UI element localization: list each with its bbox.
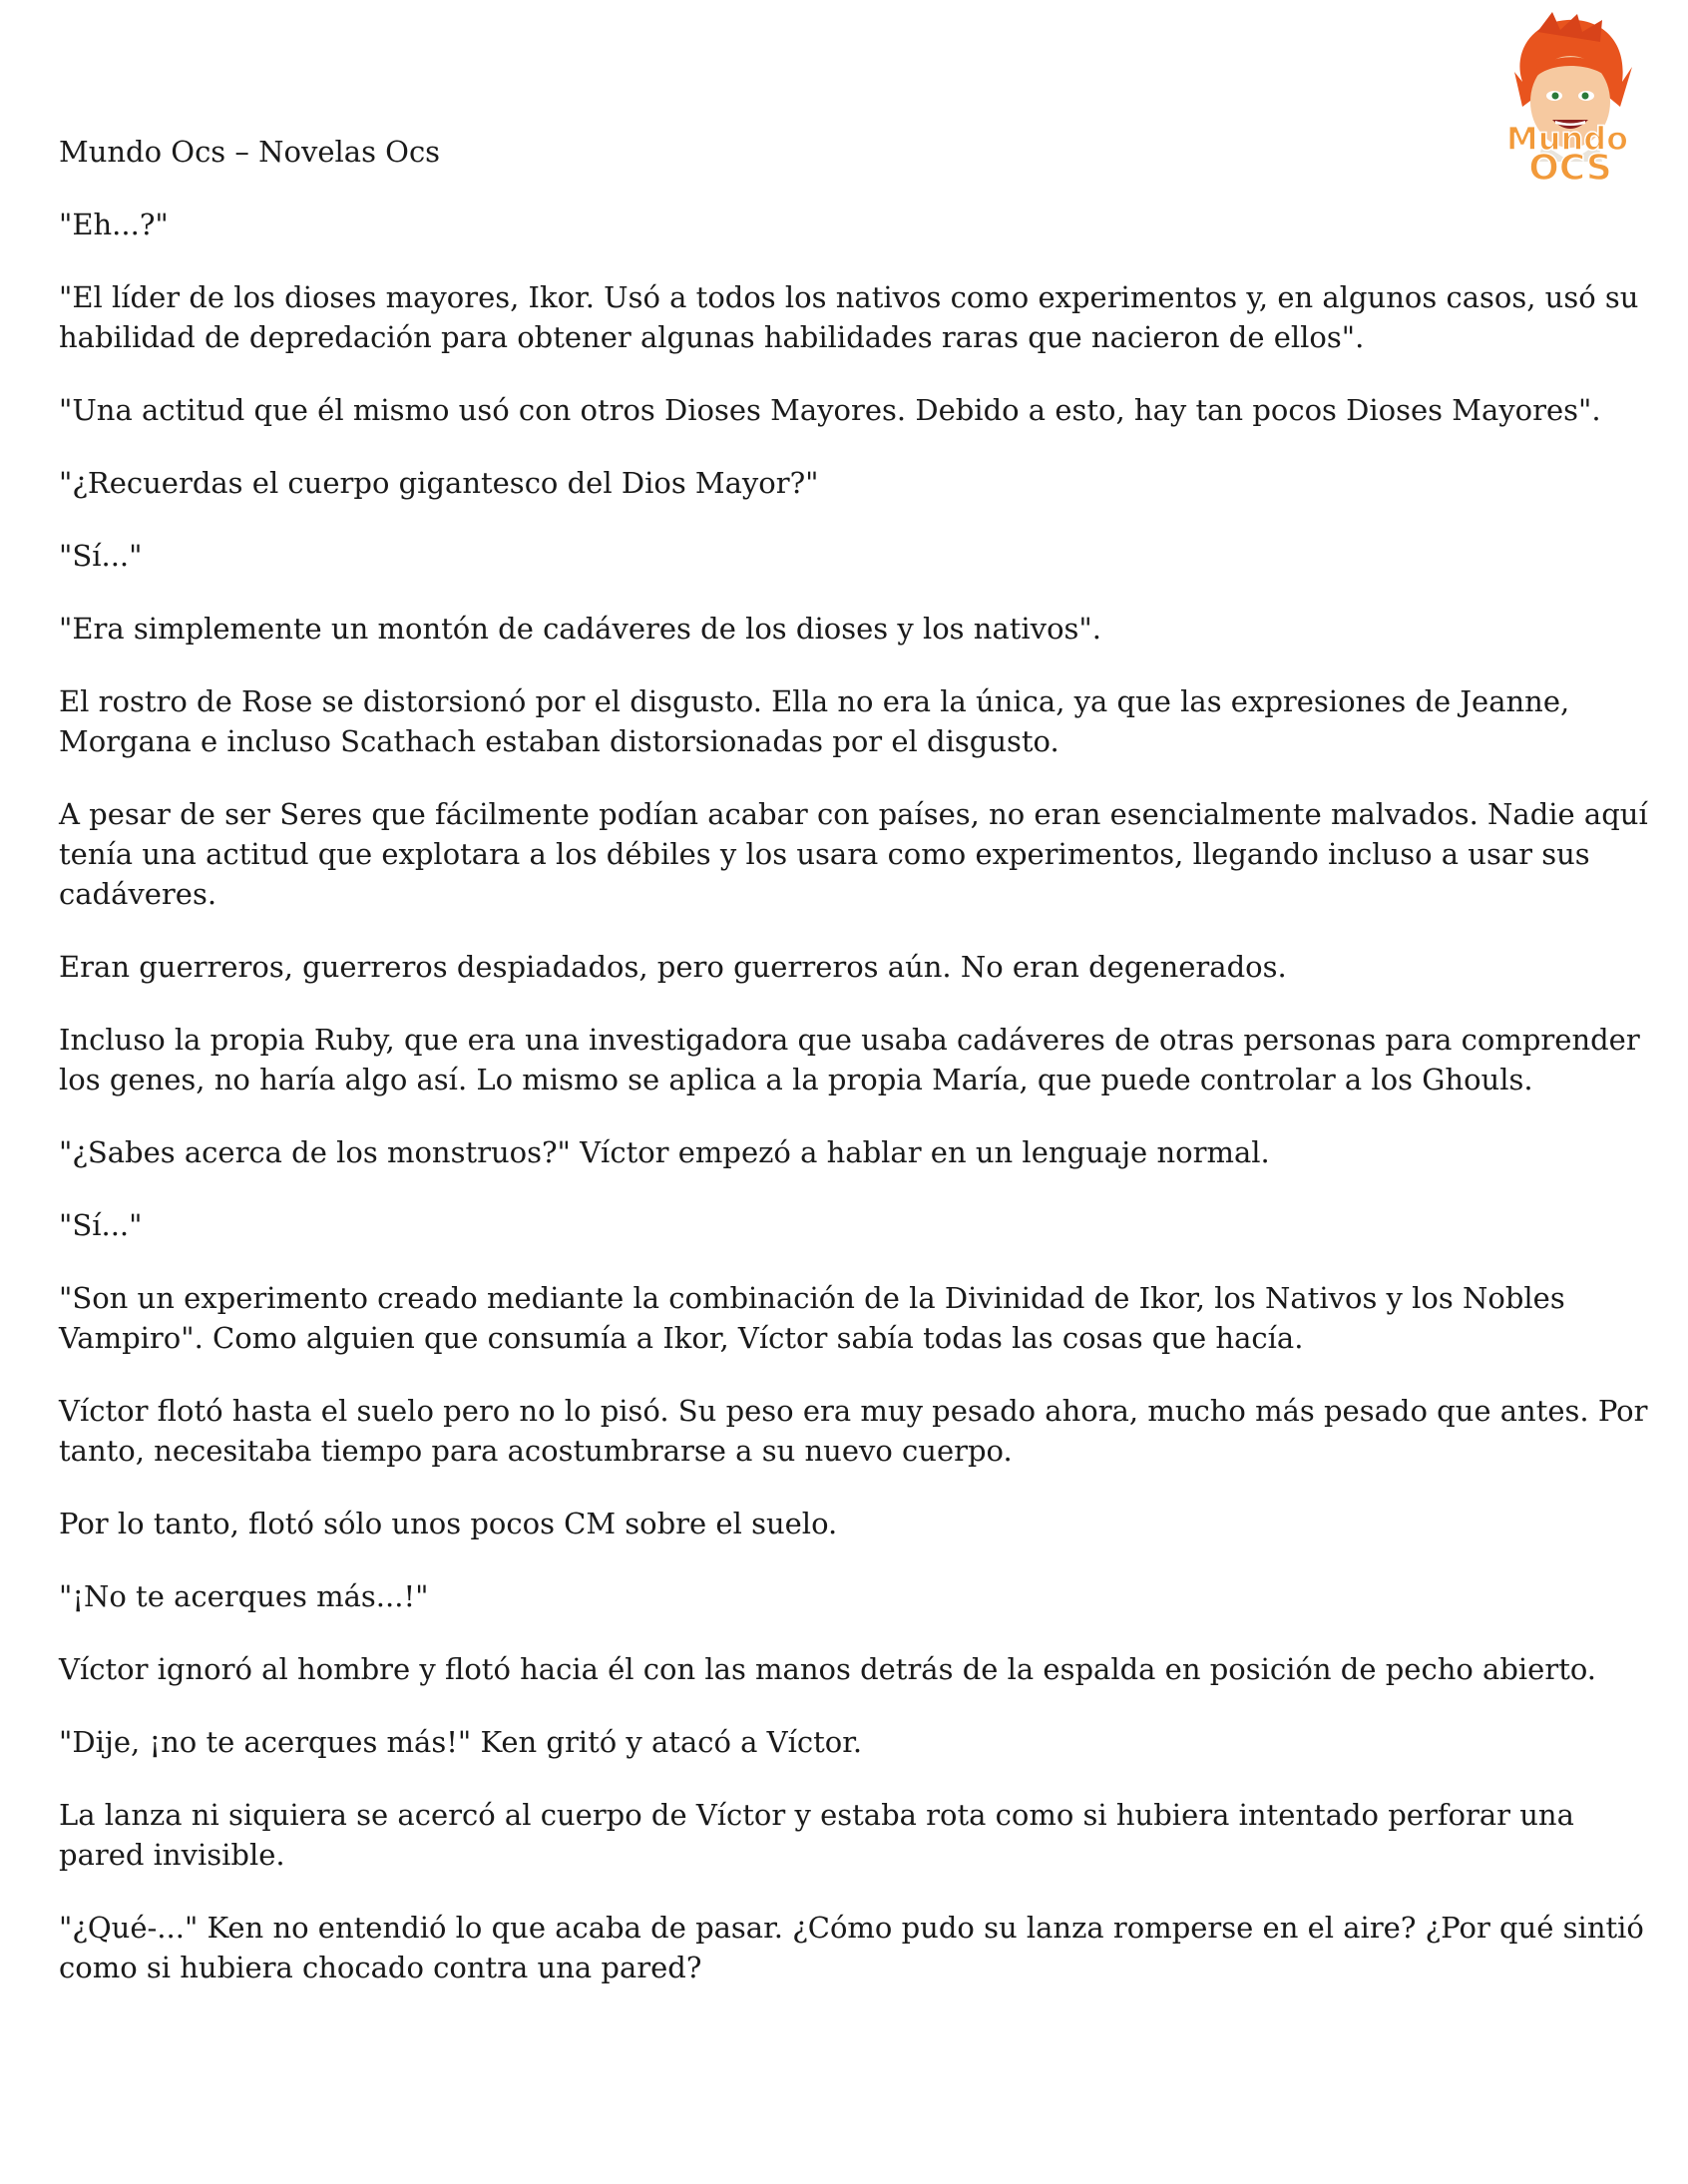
document-body [59,205,1655,2020]
svg-text:OCS: OCS [1528,148,1612,187]
paragraph: "Sí..." [59,539,143,573]
paragraph: "Una actitud que él mismo usó con otros Dioses Mayores. Debido a esto, hay tan pocos Dioses Mayores". [59,393,1601,427]
svg-text:Mundo: Mundo [1505,120,1629,158]
paragraph: Incluso la propia Ruby, que era una investigadora que usaba cadáveres de otras personas para comprender los genes, no haría algo así. Lo mismo se aplica a la propia María, que puede controlar a los Ghouls. [59,1023,1640,1096]
paragraph: Eran guerreros, guerreros despiadados, pero guerreros aún. No eran degenerados. [59,950,1287,984]
paragraph: Víctor flotó hasta el suelo pero no lo pisó. Su peso era muy pesado ahora, mucho más pesado que antes. Por tanto, necesitaba tiempo para acostumbrarse a su nuevo cuerpo. [59,1394,1648,1468]
paragraph: La lanza ni siquiera se acercó al cuerpo de Víctor y estaba rota como si hubiera intentado perforar una pared invisible. [59,1798,1574,1872]
paragraph: "Eh...?" [59,208,169,241]
site-header: Mundo Ocs – Novelas Ocs [59,135,441,169]
mundo-ocs-logo [1482,12,1652,187]
paragraph: "¿Qué-..." Ken no entendió lo que acaba de pasar. ¿Cómo pudo su lanza romperse en el aire? ¿Por qué sintió como si hubiera chocado contra una pared? [59,1911,1644,1984]
paragraph: Por lo tanto, flotó sólo unos pocos CM sobre el suelo. [59,1507,838,1540]
paragraph: "Son un experimento creado mediante la combinación de la Divinidad de Ikor, los Nativos y los Nobles Vampiro". Como alguien que consumía a Ikor, Víctor sabía todas las cosas que hacía. [59,1281,1565,1355]
paragraph: "¿Sabes acerca de los monstruos?" Víctor empezó a hablar en un lenguaje normal. [59,1135,1270,1169]
paragraph: "¡No te acerques más...!" [59,1579,429,1613]
paragraph: "El líder de los dioses mayores, Ikor. Usó a todos los nativos como experimentos y, en algunos casos, usó su habilidad de depredación para obtener algunas habilidades raras que nacieron de ellos". [59,280,1639,354]
paragraph: A pesar de ser Seres que fácilmente podían acabar con países, no eran esencialmente malvados. Nadie aquí tenía una actitud que explotara a los débiles y los usara como experimentos, llegando incluso a usar sus cadáveres. [59,797,1648,911]
paragraph: "Dije, ¡no te acerques más!" Ken gritó y atacó a Víctor. [59,1725,863,1759]
paragraph: "Sí..." [59,1208,143,1242]
paragraph: Víctor ignoró al hombre y flotó hacia él con las manos detrás de la espalda en posición de pecho abierto. [59,1652,1597,1686]
paragraph: El rostro de Rose se distorsionó por el disgusto. Ella no era la única, ya que las expresiones de Jeanne, Morgana e incluso Scathach estaban distorsionadas por el disgusto. [59,684,1570,758]
paragraph: "Era simplemente un montón de cadáveres de los dioses y los nativos". [59,612,1101,646]
paragraph: "¿Recuerdas el cuerpo gigantesco del Dios Mayor?" [59,466,819,500]
